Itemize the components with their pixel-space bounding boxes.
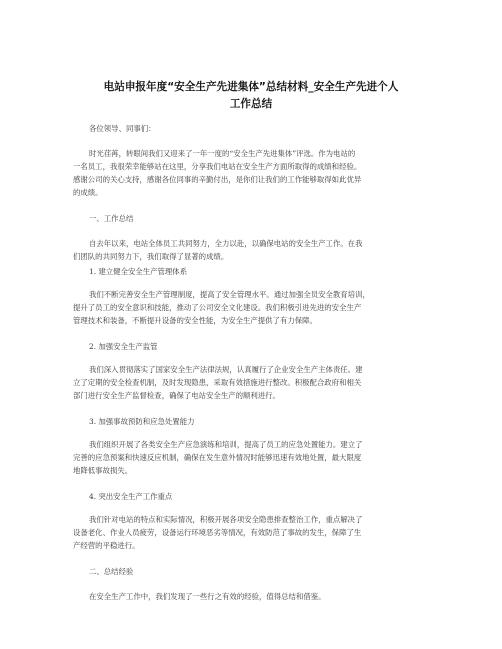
item-2-line: 立了定期的安全检查机制，及时发现隐患，采取有效措施进行整改。积极配合政府和相关	[73, 378, 362, 387]
item-2-body	[73, 363, 431, 402]
item-4-line: 我们针对电站的特点和实际情况，积极开展各项安全隐患排查整治工作，重点解决了	[89, 515, 363, 524]
item-2-line: 我们深入贯彻落实了国家安全生产法律法规，认真履行了企业安全生产主体责任。建	[89, 365, 363, 374]
item-3-line: 我们组织开展了各类安全生产应急演练和培训，提高了员工的应急处置能力。建立了	[89, 440, 363, 449]
section-1-line: 们团队的共同努力下，我们取得了显著的成绩。	[73, 252, 229, 261]
item-4-body	[73, 513, 431, 552]
item-1-heading	[73, 265, 431, 278]
intro-line: 的成绩。	[73, 188, 103, 197]
intro-paragraph	[73, 147, 431, 199]
document-title	[60, 79, 442, 113]
section-2-heading	[73, 565, 431, 578]
intro-line: 时光荏苒，转眼间我们又迎来了一年一度的“安全生产先进集体”评选。作为电站的	[89, 149, 356, 158]
item-3-body	[73, 438, 431, 477]
section-1-intro	[73, 237, 431, 263]
title-line-1: 电站申报年度“安全生产先进集体”总结材料_安全生产先进个人	[103, 81, 399, 93]
item-1-line: 我们不断完善安全生产管理制度，提高了安全管理水平。通过加强全员安全教育培训，	[89, 290, 370, 299]
item-1-line: 提升了员工的安全意识和技能，推动了公司安全文化建设。我们积极引进先进的安全生产	[73, 303, 362, 312]
item-4-line: 设备老化、作业人员疲劳，设备运行环境恶劣等情况，有效防范了事故的发生，保障了生	[73, 528, 362, 537]
intro-line: 一名员工，我很荣幸能够站在这里，分享我们电站在安全生产方面所取得的成绩和经验。	[73, 162, 362, 171]
item-3-line: 完善的应急预案和快速反应机制，确保在发生意外情况时能够迅速有效地处置，最大限度	[73, 453, 362, 462]
item-3-line: 地降低事故损失。	[73, 466, 133, 475]
title-line-2: 工作总结	[229, 98, 273, 110]
section-heading-text: 二、总结经验	[89, 567, 134, 576]
section-2-intro	[73, 590, 431, 603]
item-1-body	[73, 288, 431, 327]
intro-line: 感谢公司的关心支持，感谢各位同事的辛勤付出，是你们让我们的工作能够取得如此优异	[73, 175, 362, 184]
section-2-line: 在安全生产工作中，我们发现了一些行之有效的经验，值得总结和借鉴。	[89, 592, 326, 601]
item-heading-text: 4. 突出安全生产工作重点	[89, 492, 173, 501]
item-heading-text: 1. 建立健全安全生产管理体系	[89, 267, 188, 276]
item-heading-text: 3. 加强事故预防和应急处置能力	[89, 417, 195, 426]
section-heading-text: 一、工作总结	[89, 214, 134, 223]
item-2-heading	[73, 340, 431, 353]
section-1-heading	[73, 212, 431, 225]
salutation-text: 各位领导、同事们：	[89, 124, 156, 133]
item-3-heading	[73, 415, 431, 428]
item-4-line: 产经营的平稳进行。	[73, 541, 140, 550]
item-2-line: 部门进行安全生产监督检查，确保了电站安全生产的顺利进行。	[73, 391, 280, 400]
item-1-line: 管理技术和装备，不断提升设备的安全性能，为安全生产提供了有力保障。	[73, 316, 317, 325]
salutation	[73, 122, 431, 135]
item-heading-text: 2. 加强安全生产监管	[89, 342, 158, 351]
section-1-line: 自去年以来，电站全体员工共同努力，全力以赴，以确保电站的安全生产工作。在我	[89, 239, 363, 248]
item-4-heading	[73, 490, 431, 503]
